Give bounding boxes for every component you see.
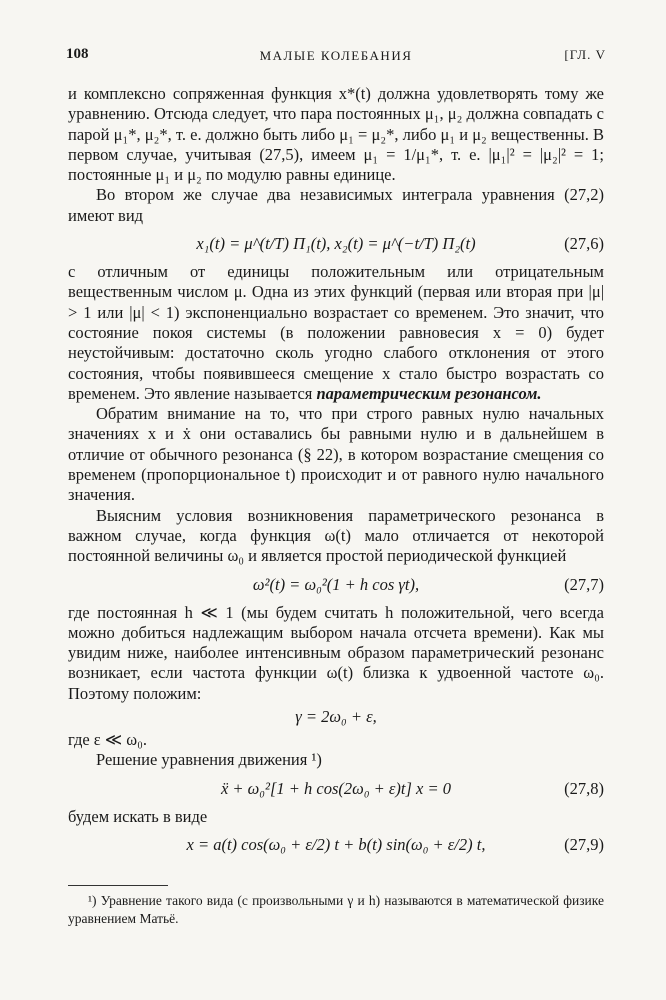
equation-gamma: [68, 704, 604, 730]
equation-number: (27,9): [564, 834, 604, 854]
equation-27-8: [68, 771, 604, 807]
equation-27-6: [68, 226, 604, 262]
paragraph-3: [68, 262, 604, 404]
footnote-rule: [68, 885, 168, 886]
paragraph-2: Во втором же случае два независимых интеграла уравнения (27,2) имеют вид: [68, 185, 604, 225]
paragraph-1: и комплексно сопряженная функция x*(t) должна удовлетворять тому же уравнению. Отсюда следует, что пара постоянных μ₁, μ₂ должна совпадать с парой μ₁*, μ₂*, т. е. должно быть либо μ₁ = μ₂*, либо μ₁ и μ₂ вещественны. В первом случае, учитывая (27,5), имеем μ₁ = 1/μ₁*, т. е. |μ₁|² = |μ₂|² = 1; постоянные μ₁ и μ₂ по модулю равны единице.: [68, 84, 604, 185]
equation-27-9: [68, 827, 604, 863]
equation-27-7: [68, 567, 604, 603]
equation-formula: x = a(t) cos(ω₀ + ε/2) t + b(t) sin(ω₀ + ε/2) t,: [186, 834, 486, 854]
page-header: [66, 46, 606, 68]
paragraph-9: будем искать в виде: [68, 806, 208, 826]
paragraph-3-text: с отличным от единицы положительным или отрицательным вещественным числом μ. Одна из этих функций (первая или вторая при |μ| > 1 или |μ| < 1) экспоненциально возрастает со временем. Это значит, что состояние покоя системы (в положении равновесия x = 0) будет неустойчивым: достаточно сколь угодно слабого отклонения от этого состояния, чтобы появившееся смещение x стало быстро возрастать со временем. Это явление называется: [68, 262, 604, 403]
equation-number: (27,6): [564, 234, 604, 254]
footnote: ¹) Уравнение такого вида (с произвольными γ и h) называются в математической физике уравнением Матьё.: [68, 893, 604, 926]
paragraph-5: Выясним условия возникновения параметрического резонанса в важном случае, когда функция ω(t) мало отличается от некоторой постоянной величины ω₀ и является простой периодической функцией: [68, 505, 604, 566]
page-number: 108: [66, 46, 89, 62]
equation-formula: ẍ + ω₀²[1 + h cos(2ω₀ + ε)t] x = 0: [220, 778, 452, 798]
equation-formula: ω²(t) = ω₀²(1 + h cos γt),: [252, 574, 420, 594]
paragraph-4: Обратим внимание на то, что при строго равных нулю начальных значениях x и ẋ они оставались бы равными нулю и в дальнейшем в отличие от обычного резонанса (§ 22), в котором возрастание смещения со временем (пропорциональное t) происходит и от равного нулю начального значения.: [68, 404, 604, 505]
equation-formula: γ = 2ω₀ + ε,: [295, 707, 377, 727]
equation-formula: x₁(t) = μ^(t/T) Π₁(t), x₂(t) = μ^(−t/T) Π₂(t): [196, 234, 476, 254]
chapter-label: [ГЛ. V: [564, 47, 606, 62]
equation-number: (27,8): [564, 778, 604, 798]
equation-number: (27,7): [564, 574, 604, 594]
paragraph-6: где постоянная h ≪ 1 (мы будем считать h положительной, чего всегда можно добиться надлежащим выбором начала отсчета времени). Как мы увидим ниже, наиболее интенсивным образом параметрический резонанс возникает, если частота функции ω(t) близка к удвоенной частоте ω₀. Поэтому положим:: [68, 602, 604, 703]
term-parametric-resonance: параметрическим резонансом.: [316, 383, 542, 403]
page-body: [68, 84, 604, 863]
paragraph-7: где ε ≪ ω₀.: [68, 730, 147, 750]
paragraph-8: Решение уравнения движения ¹): [96, 750, 322, 770]
running-title: МАЛЫЕ КОЛЕБАНИЯ: [259, 48, 413, 63]
